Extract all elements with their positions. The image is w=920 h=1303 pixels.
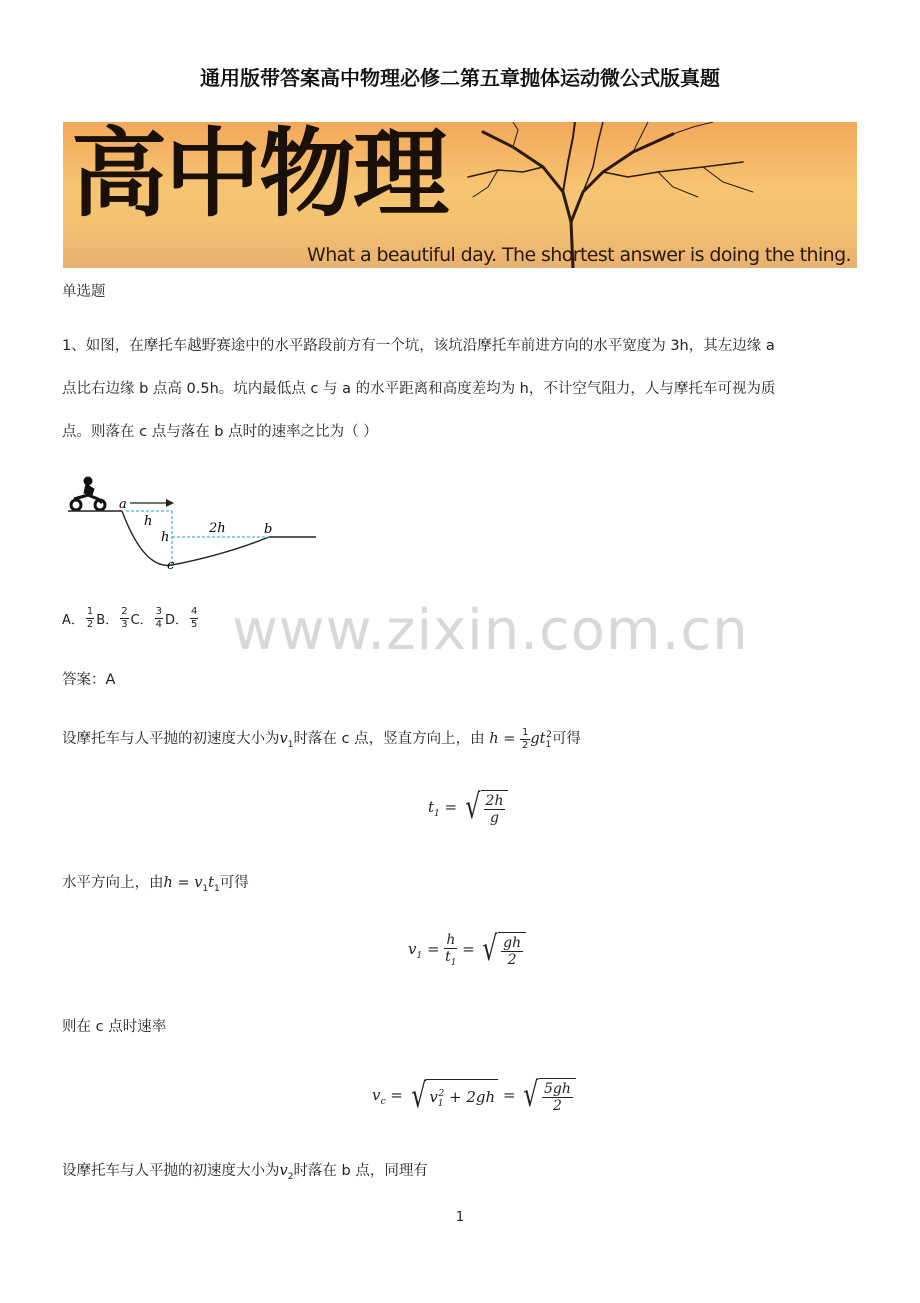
option-d: D． $\frac{4}{5}$ [165, 606, 198, 630]
banner-subtitle: What a beautiful day. The shortest answer is doing the thing. [307, 244, 851, 266]
label-h-upper: h [144, 514, 153, 529]
section-heading: 单选题 [62, 284, 106, 300]
label-h-lower: h [161, 530, 170, 545]
banner-image [63, 122, 857, 268]
explanation-paragraph-1: 设摩托车与人平抛的初速度大小为$v_1$时落在 c 点，竖直方向上，由 h = $\frac{1}{2}$ $gt_1^2$可得 [62, 727, 581, 751]
explanation-paragraph-4: 设摩托车与人平抛的初速度大小为$v_2$时落在 b 点，同理有 [62, 1163, 428, 1182]
option-a: A． $\frac{1}{2}$ [62, 606, 94, 630]
question-diagram [64, 475, 324, 575]
label-c: c [167, 558, 175, 573]
question-line-3: 点。则落在 c 点与落在 b 点时的速率之比为（ ） [62, 424, 378, 440]
banner-title: 高中物理 [71, 122, 447, 230]
option-c: C． $\frac{3}{4}$ [130, 606, 163, 630]
explanation-paragraph-3: 则在 c 点时速率 [62, 1019, 167, 1035]
watermark: www.zixin.com.cn [232, 598, 749, 663]
label-b: b [264, 522, 273, 537]
question-line-1: 1、如图，在摩托车越野赛途中的水平路段前方有一个坑，该坑沿摩托车前进方向的水平宽度为 3h，其左边缘 a [62, 338, 775, 354]
formula-v1: $v_1$ = $\frac{h}{t_1}$ = √ $\frac{gh}{2}$ [408, 932, 526, 968]
formula-vc: $v_c$ = √ $v_1^2 + 2gh$ = √ $\frac{5gh}{2}$ [372, 1078, 576, 1114]
formula-t1: $t_1$ = √ $\frac{2h}{g}$ [428, 790, 508, 826]
answer-options [62, 607, 200, 630]
label-a: a [119, 497, 127, 512]
answer-line: 答案：A [62, 672, 116, 688]
page-number: 1 [455, 1210, 465, 1225]
page-title: 通用版带答案高中物理必修二第五章抛体运动微公式版真题 [200, 66, 720, 90]
explanation-paragraph-2: 水平方向上，由$h = v_1t_1$可得 [62, 875, 249, 894]
motorcycle-icon [71, 477, 105, 510]
label-2h: 2h [209, 521, 226, 536]
question-line-2: 点比右边缘 b 点高 0.5h。坑内最低点 c 与 a 的水平距离和高度差均为 h，不计空气阻力，人与摩托车可视为质 [62, 381, 776, 397]
question-text [62, 325, 857, 454]
option-b: B． $\frac{2}{3}$ [96, 606, 128, 630]
